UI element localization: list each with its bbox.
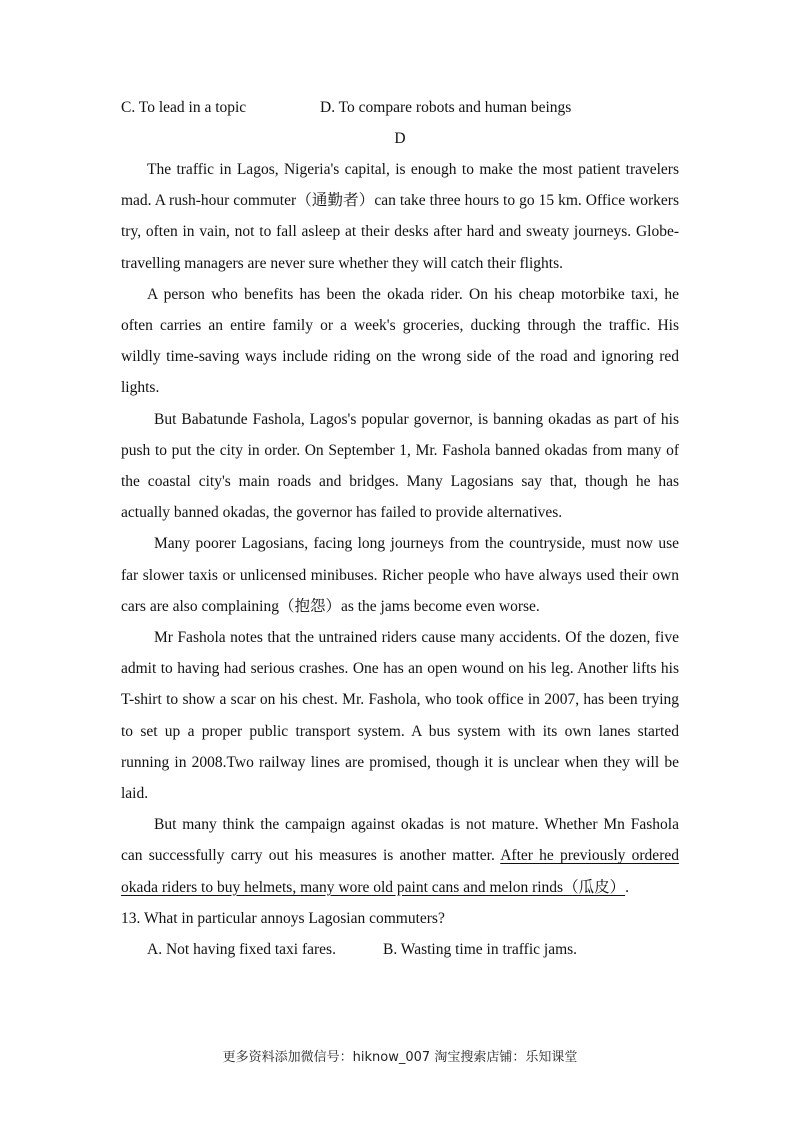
paragraph-6-end: . [625,878,629,896]
paragraph-2: A person who benefits has been the okada rider. On his cheap motorbike taxi, he often carries an entire family or a week's groceries, ducking through the traffic. His wildly time-saving ways include riding on the wrong side of the road and ignoring red lights. [121,285,679,397]
paragraph-5: Mr Fashola notes that the untrained riders cause many accidents. Of the dozen, five admit to having had serious crashes. One has an open wound on his leg. Another lifts his T-shirt to show a scar on his chest. Mr. Fashola, who took office in 2007, has been trying to set up a proper public transport system. A bus system with its own lanes started running in 2008.Two railway lines are promised, though it is unclear when they will be laid. [121,629,679,803]
passage-label: D [394,130,406,147]
underlined-sentence: After he previously ordered okada riders to buy helmets, many wore old paint cans and melon rinds（瓜皮） [121,847,679,896]
paragraph-4: Many poorer Lagosians, facing long journeys from the countryside, must now use far slower taxis or unlicensed minibuses. Richer people who have always used their own cars are also complaining（抱怨）as the jams become even worse. [121,535,679,615]
previous-question-options [121,92,681,123]
option-d: D. To compare robots and human beings [320,99,572,116]
option-a: A. Not having fixed taxi fares. [147,941,336,959]
paragraph-1: The traffic in Lagos, Nigeria's capital, is enough to make the most patient travelers mad. A rush-hour commuter（通勤者）can take three hours to go 15 km. Office workers try, often in vain, not to fall asleep at their desks after hard and sweaty journeys. Globe-travelling managers are never sure whether they will catch their flights. [121,161,679,272]
paragraph-6-text: But many think the campaign against okadas is not mature. Whether Mn Fashola can successfully carry out his measures is another matter. [121,816,679,865]
option-b: B. Wasting time in traffic jams. [383,941,578,959]
option-c: C. To lead in a topic [121,99,247,116]
question-13-options [121,934,679,965]
question-13: 13. What in particular annoys Lagosian commuters? [121,909,445,927]
paragraph-3: But Babatunde Fashola, Lagos's popular governor, is banning okadas as part of his push to put the city in order. On September 1, Mr. Fashola banned okadas from many of the coastal city's main roads and bridges. Many Lagosians say that, though he has actually banned okadas, the governor has failed to provide alternatives. [121,410,679,522]
paragraph-6 [121,809,679,903]
footer-note: 更多资料添加微信号：hiknow_007 淘宝搜索店铺：乐知课堂 [222,1050,578,1065]
passage-body [121,154,679,965]
